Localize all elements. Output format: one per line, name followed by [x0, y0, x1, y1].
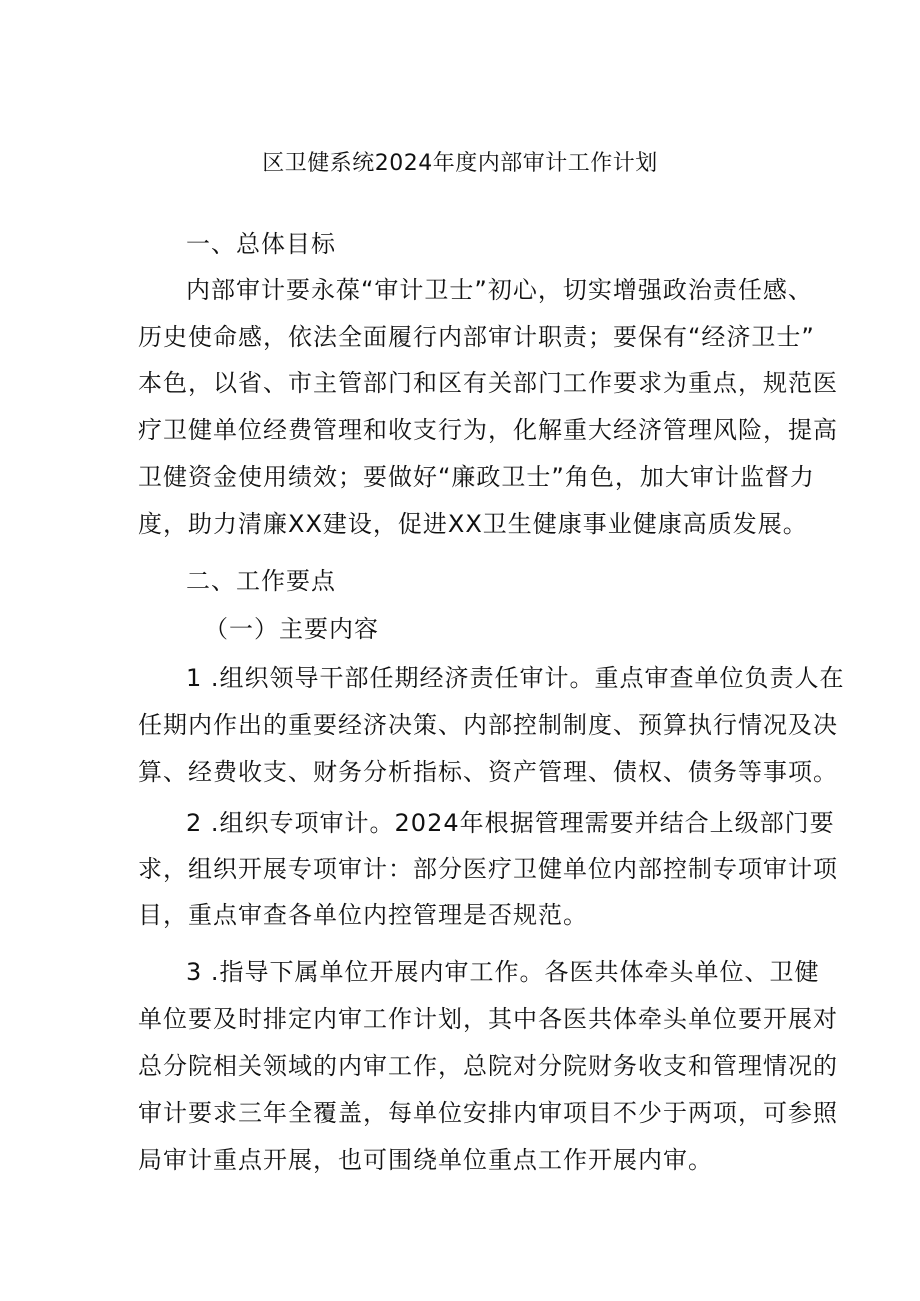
paragraph-line: 内部审计要永葆“审计卫士”初心，切实增强政治责任感、 [186, 276, 813, 304]
paragraph-line: 求，组织开展专项审计：部分医疗卫健单位内部控制专项审计项 [138, 855, 838, 883]
paragraph-line: 3 .指导下属单位开展内审工作。各医共体牵头单位、卫健 [186, 958, 820, 986]
paragraph-line: 目，重点审查各单位内控管理是否规范。 [138, 901, 588, 929]
paragraph-line: 疗卫健单位经费管理和收支行为，化解重大经济管理风险，提高 [138, 416, 838, 444]
paragraph-line: 单位要及时排定内审工作计划，其中各医共体牵头单位要开展对 [138, 1005, 838, 1033]
section-heading-work-points: 二、工作要点 [186, 567, 336, 595]
paragraph-line: 局审计重点开展，也可围绕单位重点工作开展内审。 [138, 1146, 713, 1174]
paragraph-line: 算、经费收支、财务分析指标、资产管理、债权、债务等事项。 [138, 758, 838, 786]
paragraph-line: 2 .组织专项审计。2024年根据管理需要并结合上级部门要 [186, 809, 835, 837]
subsection-heading-main-content: （一）主要内容 [204, 615, 379, 643]
paragraph-line: 卫健资金使用绩效；要做好“廉政卫士”角色，加大审计监督力 [138, 463, 815, 491]
paragraph-line: 度，助力清廉XX建设，促进XX卫生健康事业健康高质发展。 [138, 510, 808, 538]
section-heading-overall-goal: 一、总体目标 [186, 230, 336, 258]
document-title: 区卫健系统2024年度内部审计工作计划 [262, 151, 658, 176]
paragraph-line: 总分院相关领域的内审工作，总院对分院财务收支和管理情况的 [138, 1052, 838, 1080]
paragraph-line: 1 .组织领导干部任期经济责任审计。重点审查单位负责人在 [186, 664, 845, 692]
paragraph-line: 审计要求三年全覆盖，每单位安排内审项目不少于两项，可参照 [138, 1099, 838, 1127]
paragraph-line: 本色，以省、市主管部门和区有关部门工作要求为重点，规范医 [138, 369, 838, 397]
paragraph-line: 任期内作出的重要经济决策、内部控制制度、预算执行情况及决 [138, 711, 838, 739]
paragraph-line: 历史使命感，依法全面履行内部审计职责；要保有“经济卫士” [138, 323, 815, 351]
